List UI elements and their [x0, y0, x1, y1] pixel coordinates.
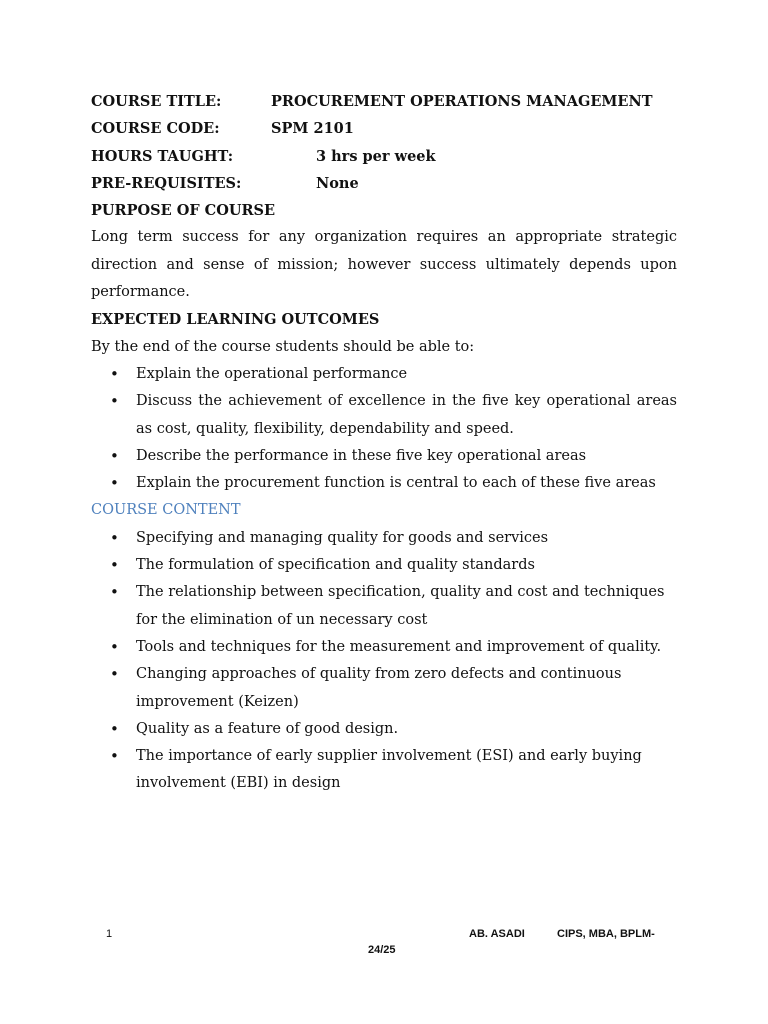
bullet-icon: •	[110, 637, 119, 656]
bullet-icon: •	[110, 528, 119, 547]
footer-author: AB. ASADI	[469, 928, 525, 940]
list-item	[91, 388, 677, 443]
footer-credentials: CIPS, MBA, BPLM-	[557, 928, 655, 940]
course-title-label: COURSE TITLE:	[91, 93, 222, 110]
list-item	[91, 579, 677, 634]
course-title-row	[91, 88, 677, 115]
course-content-heading: COURSE CONTENT	[91, 502, 241, 519]
list-item-text: The formulation of specification and quality standards	[136, 557, 535, 574]
hours-taught-label: HOURS TAUGHT:	[91, 147, 234, 165]
bullet-icon: •	[110, 446, 119, 465]
purpose-heading: PURPOSE OF COURSE	[91, 202, 276, 220]
list-item-text: Discuss the achievement of excellence in the five key operational areas as cost, quality, flexibility, dependability and speed.	[136, 393, 677, 437]
course-code-label: COURSE CODE:	[91, 120, 220, 138]
course-content-list	[91, 525, 677, 798]
document-page	[91, 88, 677, 798]
list-item-text: Specifying and managing quality for goods and services	[136, 529, 549, 546]
hours-taught-row	[91, 143, 677, 170]
purpose-text: Long term success for any organization requires an appropriate strategic direction and sense of mission; however success ultimately depends upon performance.	[91, 229, 677, 301]
list-item-text: Describe the performance in these five key operational areas	[136, 447, 587, 464]
list-item-text: Quality as a feature of good design.	[136, 720, 399, 737]
outcomes-heading: EXPECTED LEARNING OUTCOMES	[91, 311, 380, 329]
list-item	[91, 470, 677, 497]
list-item	[91, 552, 677, 579]
list-item-text: The relationship between specification, quality and cost and techniques for the elimination of un necessary cost	[136, 584, 665, 628]
bullet-icon: •	[110, 719, 119, 738]
list-item-text: Tools and techniques for the measurement and improvement of quality.	[136, 638, 662, 655]
list-item	[91, 443, 677, 470]
bullet-icon: •	[110, 583, 119, 602]
outcomes-lead: By the end of the course students should be able to:	[91, 338, 475, 355]
hours-taught-value: 3 hrs per week	[316, 147, 436, 165]
course-title-value: PROCUREMENT OPERATIONS MANAGEMENT	[271, 93, 653, 110]
list-item-text: Changing approaches of quality from zero defects and continuous improvement (Keizen)	[136, 666, 622, 710]
footer-term: 24/25	[368, 944, 396, 956]
bullet-icon: •	[110, 364, 119, 383]
bullet-icon: •	[110, 392, 119, 411]
list-item	[91, 661, 677, 716]
course-code-row	[91, 115, 677, 142]
course-code-value: SPM 2101	[271, 120, 354, 138]
list-item	[91, 743, 677, 798]
list-item	[91, 361, 677, 388]
list-item	[91, 716, 677, 743]
list-item-text: The importance of early supplier involvement (ESI) and early buying involvement (EBI) in design	[136, 748, 642, 792]
bullet-icon: •	[110, 747, 119, 766]
bullet-icon: •	[110, 474, 119, 493]
outcomes-list	[91, 361, 677, 497]
list-item-text: Explain the procurement function is central to each of these five areas	[136, 475, 656, 492]
prerequisites-label: PRE-REQUISITES:	[91, 174, 242, 192]
bullet-icon: •	[110, 556, 119, 575]
page-number: 1	[106, 928, 113, 940]
list-item-text: Explain the operational performance	[136, 365, 408, 382]
list-item	[91, 525, 677, 552]
prerequisites-value: None	[316, 174, 359, 192]
prerequisites-row	[91, 170, 677, 197]
bullet-icon: •	[110, 665, 119, 684]
list-item	[91, 634, 677, 661]
